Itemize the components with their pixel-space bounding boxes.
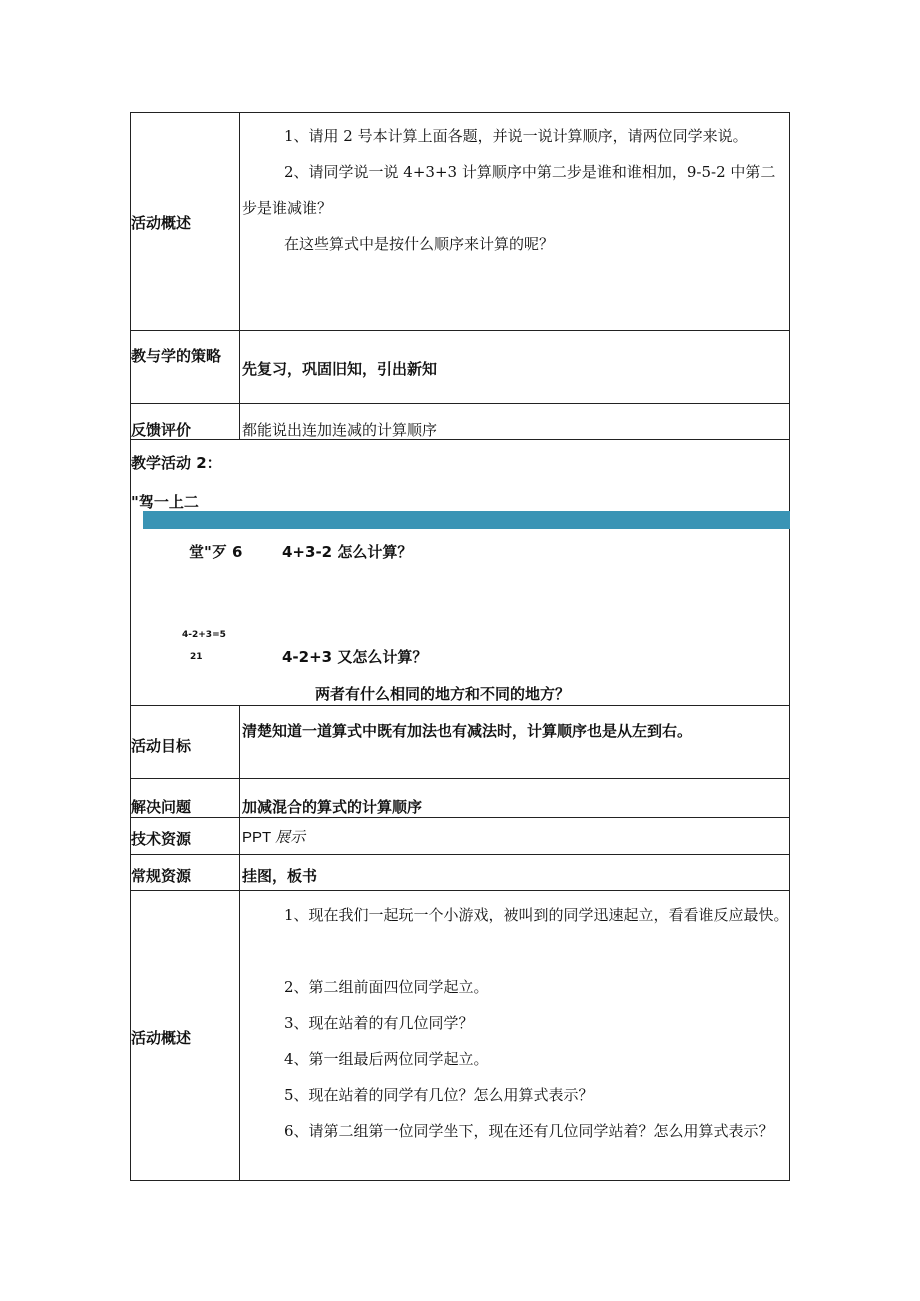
question-3: 两者有什么相同的地方和不同的地方？: [315, 685, 571, 703]
overview-line: 1、请用 2 号本计算上面各题，并说一说计算顺序，请两位同学来说。: [284, 127, 748, 145]
tech-value: [242, 826, 305, 847]
overview-line: 2、请同学说一说 4+3+3 计算顺序中第二步是谁和谁相加，9-5-2 中第二步是谁减谁？: [242, 163, 776, 217]
column-divider: [239, 112, 240, 439]
overview-line: 3、现在站着的有几位同学？: [284, 1014, 474, 1032]
problem-value: 加减混合的算式的计算顺序: [242, 798, 423, 816]
strategy-value: 先复习，巩固旧知，引出新知: [242, 360, 438, 378]
activity-overview-label-2: 活动概述: [131, 1029, 192, 1047]
feedback-value: 都能说出连加连减的计算顺序: [242, 421, 438, 439]
row-divider: [130, 817, 790, 818]
row-divider: [130, 890, 790, 891]
strategy-label: 教与学的策略: [131, 347, 222, 365]
slide-header-bar: [143, 511, 790, 529]
activity-overview-label: 活动概述: [131, 214, 192, 232]
column-divider: [239, 705, 240, 1181]
small-step: 21: [190, 652, 203, 662]
overview-line: 5、现在站着的同学有几位？怎么用算式表示？: [284, 1086, 594, 1104]
goal-label: 活动目标: [131, 737, 192, 755]
problem-label: 解决问题: [131, 798, 192, 816]
slide-left-text: 堂"歹 6: [189, 543, 243, 561]
feedback-label: 反馈评价: [131, 421, 192, 439]
row-divider: [130, 439, 790, 440]
row-divider: [130, 778, 790, 779]
regular-label: 常规资源: [131, 867, 192, 885]
goal-value: 清楚知道一道算式中既有加法也有减法时，计算顺序也是从左到右。: [242, 722, 693, 740]
overview-line: 在这些算式中是按什么顺序来计算的呢？: [284, 235, 555, 253]
tech-value-plain: PPT: [242, 829, 271, 846]
activity2-heading: 教学活动 2：: [131, 454, 222, 472]
row-divider: [130, 403, 790, 404]
row-divider: [130, 330, 790, 331]
row-divider: [130, 705, 790, 706]
small-equation: 4-2+3=5: [182, 630, 226, 640]
row-divider: [130, 854, 790, 855]
tech-value-italic: 展示: [275, 828, 306, 846]
overview-line: 6、请第二组第一位同学坐下，现在还有几位同学站着？怎么用算式表示？: [284, 1122, 774, 1140]
overview-line: 2、第二组前面四位同学起立。: [284, 978, 489, 996]
question-1: 4+3-2 怎么计算？: [282, 543, 413, 561]
slide-title: "驾一上二: [131, 493, 199, 511]
overview-line: 4、第一组最后两位同学起立。: [284, 1050, 489, 1068]
overview-line: 1、现在我们一起玩一个小游戏，被叫到的同学迅速起立，看看谁反应最快。: [284, 906, 789, 924]
question-2: 4-2+3 又怎么计算？: [282, 648, 428, 666]
tech-label: 技术资源: [131, 830, 192, 848]
regular-value: 挂图，板书: [242, 867, 318, 885]
